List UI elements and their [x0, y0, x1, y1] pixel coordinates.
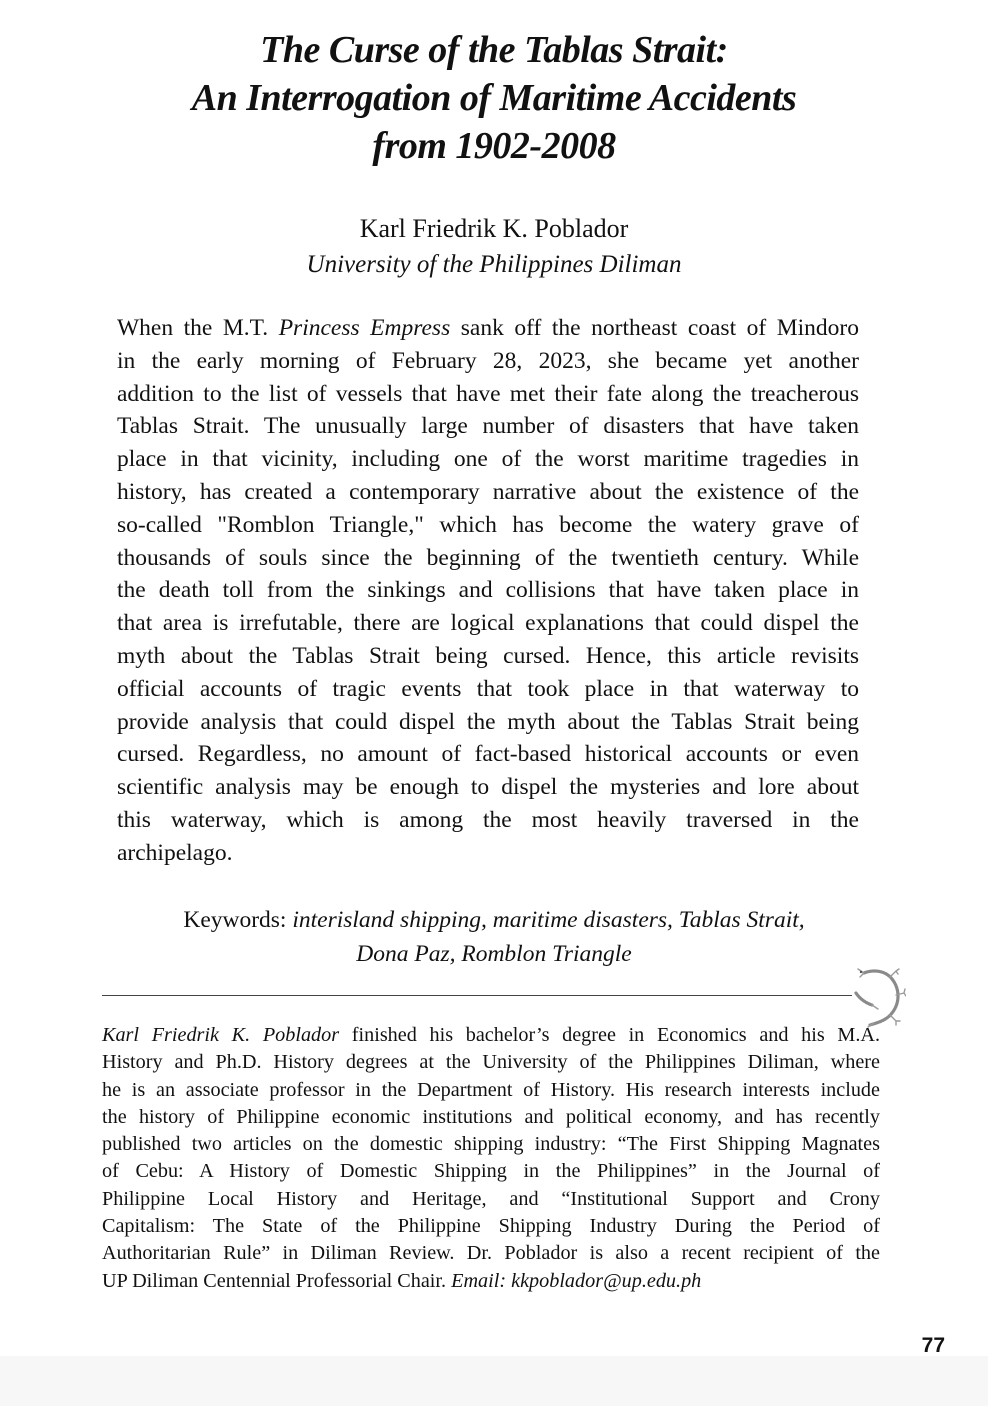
title-line: The Curse of the Tablas Strait: [260, 29, 728, 71]
bio-line: Authoritarian Rule” in Diliman Review. Dr. Poblador is also a recent recipient of the [102, 1242, 880, 1265]
abstract-line: archipelago. [117, 839, 233, 866]
author-affiliation: University of the Philippines Diliman [306, 251, 682, 278]
bio-text: UP Diliman Centennial Professorial Chair. [102, 1269, 452, 1292]
bio-line: the history of Philippine economic institutions and political economy, and has recently [102, 1105, 880, 1128]
abstract-line: this waterway, which is among the most heavily traversed in the [117, 806, 859, 833]
keywords-line [100, 937, 888, 971]
bio-line: he is an associate professor in the Department of History. His research interests include [102, 1078, 880, 1101]
abstract-line: cursed. Regardless, no amount of fact-based historical accounts or even [117, 741, 859, 768]
abstract-line: myth about the Tablas Strait being cursed. Hence, this article revisits [117, 642, 859, 669]
abstract-line: place in that vicinity, including one of the worst maritime tragedies in [117, 446, 859, 473]
bio-text: finished his bachelor’s degree in Economics and his M.A. [339, 1024, 881, 1046]
abstract-text: When the M.T. [117, 315, 279, 341]
keywords-list: interisland shipping, maritime disasters, Tablas Strait, [292, 907, 805, 933]
author-bio [102, 1022, 880, 1295]
bio-line: of Cebu: A History of Domestic Shipping in the Philippines” in the Journal of [102, 1160, 880, 1183]
bio-line: Capitalism: The State of the Philippine Shipping Industry During the Period of [102, 1215, 880, 1238]
keywords [100, 903, 888, 971]
page-number: 77 [921, 1334, 945, 1357]
abstract-line: history, has created a contemporary narrative about the existence of the [117, 478, 859, 505]
keywords-label: Keywords: [183, 907, 293, 933]
author-name: Karl Friedrik K. Poblador [359, 214, 629, 243]
bio-line [102, 1022, 880, 1049]
abstract-line: official accounts of tragic events that took place in that waterway to [117, 675, 859, 702]
title-line: An Interrogation of Maritime Accidents [191, 77, 797, 119]
gecko-icon [850, 965, 906, 1029]
abstract-line [117, 312, 859, 345]
page-bottom-shade [0, 1356, 988, 1406]
abstract-line: Tablas Strait. The unusually large number of disasters that have taken [117, 413, 859, 440]
bio-author-name: Karl Friedrik K. Poblador [102, 1024, 340, 1046]
abstract-line: provide analysis that could dispel the myth about the Tablas Strait being [117, 708, 859, 735]
author-email[interactable]: Email: kkpoblador@up.edu.ph [451, 1269, 702, 1292]
bio-line [102, 1268, 880, 1295]
article-title [60, 26, 928, 170]
abstract-line: that area is irrefutable, there are logical explanations that could dispel the [117, 610, 859, 637]
bio-line: published two articles on the domestic shipping industry: “The First Shipping Magnates [102, 1133, 880, 1156]
keywords-line [100, 903, 888, 937]
abstract-line: so-called "Romblon Triangle," which has become the watery grave of [117, 511, 859, 538]
abstract-line: scientific analysis may be enough to dispel the mysteries and lore about [117, 774, 859, 801]
abstract-line: thousands of souls since the beginning of the twentieth century. While [117, 544, 859, 571]
abstract [117, 312, 859, 870]
section-divider [102, 995, 852, 996]
abstract-line: addition to the list of vessels that have met their fate along the treacherous [117, 380, 859, 407]
bio-line: History and Ph.D. History degrees at the University of the Philippines Diliman, where [102, 1051, 880, 1074]
abstract-text: sank off the northeast coast of Mindoro [450, 315, 859, 341]
vessel-name: Princess Empress [278, 315, 451, 341]
bio-line: Philippine Local History and Heritage, and “Institutional Support and Crony [102, 1187, 880, 1210]
abstract-line: the death toll from the sinkings and collisions that have taken place in [117, 577, 859, 604]
keywords-list: Dona Paz, Romblon Triangle [356, 941, 632, 967]
abstract-line: in the early morning of February 28, 2023, she became yet another [117, 347, 859, 374]
title-line: from 1902-2008 [372, 125, 616, 167]
